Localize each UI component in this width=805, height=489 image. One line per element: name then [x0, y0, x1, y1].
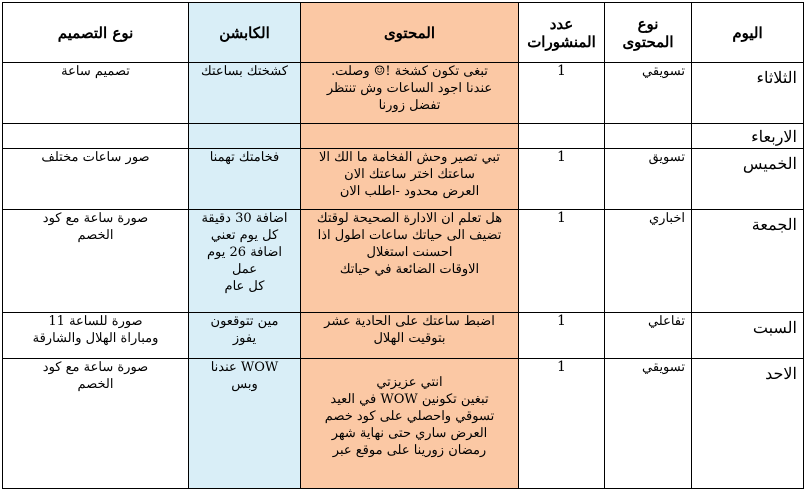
- table-row: [3, 124, 804, 149]
- table-row: [3, 149, 804, 210]
- design-line: صور ساعات مختلف: [41, 150, 150, 165]
- content-line: احسنت استغلال: [366, 245, 453, 260]
- content-line: انتي عزيزتي: [376, 375, 443, 390]
- caption-cell: [189, 359, 301, 489]
- content-type-cell: اخباري: [605, 210, 692, 313]
- header-caption: الكابشن: [189, 3, 301, 63]
- caption-line: كل عام: [224, 279, 265, 294]
- design-line: الخصم: [77, 377, 114, 392]
- header-day: اليوم: [692, 3, 804, 63]
- caption-line: فخامتك تهمنا: [209, 150, 280, 165]
- table-row: [3, 313, 804, 359]
- design-cell: [3, 63, 189, 124]
- caption-cell: [189, 63, 301, 124]
- content-plan-table: [2, 2, 804, 489]
- content-line: ساعتك اختر ساعتك الان: [344, 167, 475, 182]
- content-cell: [301, 63, 519, 124]
- header-post-count: عدد المنشورات: [519, 3, 605, 63]
- post-count-cell: 1: [519, 313, 605, 359]
- content-line: تضيف الى حياتك ساعات اطول اذا: [317, 228, 502, 243]
- caption-cell: [189, 149, 301, 210]
- content-line: تبغين تكونين WOW في العيد: [330, 392, 489, 407]
- caption-line: يفوز: [232, 331, 257, 346]
- content-line: عندنا اجود الساعات وش تنتظر: [326, 81, 493, 96]
- content-line: العرض محدود -اطلب الان: [339, 184, 480, 199]
- design-cell: [3, 149, 189, 210]
- content-line: تبي تصير وحش الفخامة ما الك الا: [319, 150, 500, 165]
- content-cell: [301, 124, 519, 149]
- design-line: تصميم ساعة: [61, 64, 130, 79]
- caption-cell: [189, 210, 301, 313]
- content-cell: [301, 149, 519, 210]
- content-line: هل تعلم ان الادارة الصحيحة لوقتك: [316, 211, 503, 226]
- day-cell: الجمعة: [692, 210, 804, 313]
- content-cell: [301, 313, 519, 359]
- caption-cell: [189, 124, 301, 149]
- table-row: [3, 359, 804, 489]
- design-cell: [3, 124, 189, 149]
- design-line: صورة ساعة مع كود: [42, 211, 149, 226]
- content-line: بتوقيت الهلال: [373, 331, 446, 346]
- table-row: [3, 210, 804, 313]
- content-line: العرض ساري حتى نهاية شهر: [331, 426, 488, 441]
- header-design-type: نوع التصميم: [3, 3, 189, 63]
- content-line: الاوقات الضائعة في حياتك: [339, 262, 480, 277]
- design-line: ومباراة الهلال والشارقة: [32, 331, 159, 346]
- content-type-cell: [605, 124, 692, 149]
- table-row: [3, 63, 804, 124]
- post-count-cell: 1: [519, 359, 605, 489]
- content-cell: [301, 210, 519, 313]
- post-count-cell: [519, 124, 605, 149]
- design-cell: [3, 359, 189, 489]
- header-content-type: نوع المحتوى: [605, 3, 692, 63]
- content-type-cell: تسويقي: [605, 63, 692, 124]
- caption-line: WOW عندنا: [210, 360, 279, 375]
- design-line: الخصم: [77, 228, 114, 243]
- content-type-cell: تسويق: [605, 149, 692, 210]
- header-row: [3, 3, 804, 63]
- caption-line: اضافة 30 دقيقة: [201, 211, 288, 226]
- design-cell: [3, 313, 189, 359]
- content-line: تبغى تكون كشخة !☺ وصلت.: [331, 64, 488, 79]
- day-cell: السبت: [692, 313, 804, 359]
- caption-line: كل يوم تعني: [210, 228, 279, 243]
- caption-line: اضافة 26 يوم: [207, 245, 282, 260]
- design-line: صورة للساعة 11: [48, 314, 143, 329]
- post-count-cell: 1: [519, 210, 605, 313]
- content-line: تفضل زورنا: [378, 98, 441, 113]
- caption-line: كشختك بساعتك: [200, 64, 288, 79]
- design-line: صورة ساعة مع كود: [42, 360, 149, 375]
- caption-cell: [189, 313, 301, 359]
- header-content: المحتوى: [301, 3, 519, 63]
- day-cell: الاحد: [692, 359, 804, 489]
- caption-line: وبس: [231, 377, 258, 392]
- design-cell: [3, 210, 189, 313]
- caption-line: عمل: [231, 262, 258, 277]
- content-line: تسوقي واحصلي على كود خصم: [324, 409, 495, 424]
- day-cell: الاربعاء: [692, 124, 804, 149]
- day-cell: الثلاثاء: [692, 63, 804, 124]
- content-cell: [301, 359, 519, 489]
- day-cell: الخميس: [692, 149, 804, 210]
- content-line: رمضان زورينا على موقع عبر: [332, 443, 487, 458]
- content-line: اضبط ساعتك على الحادية عشر: [324, 314, 495, 329]
- post-count-cell: 1: [519, 149, 605, 210]
- content-type-cell: تفاعلي: [605, 313, 692, 359]
- post-count-cell: 1: [519, 63, 605, 124]
- caption-line: مين تتوقعون: [210, 314, 279, 329]
- content-type-cell: تسويقي: [605, 359, 692, 489]
